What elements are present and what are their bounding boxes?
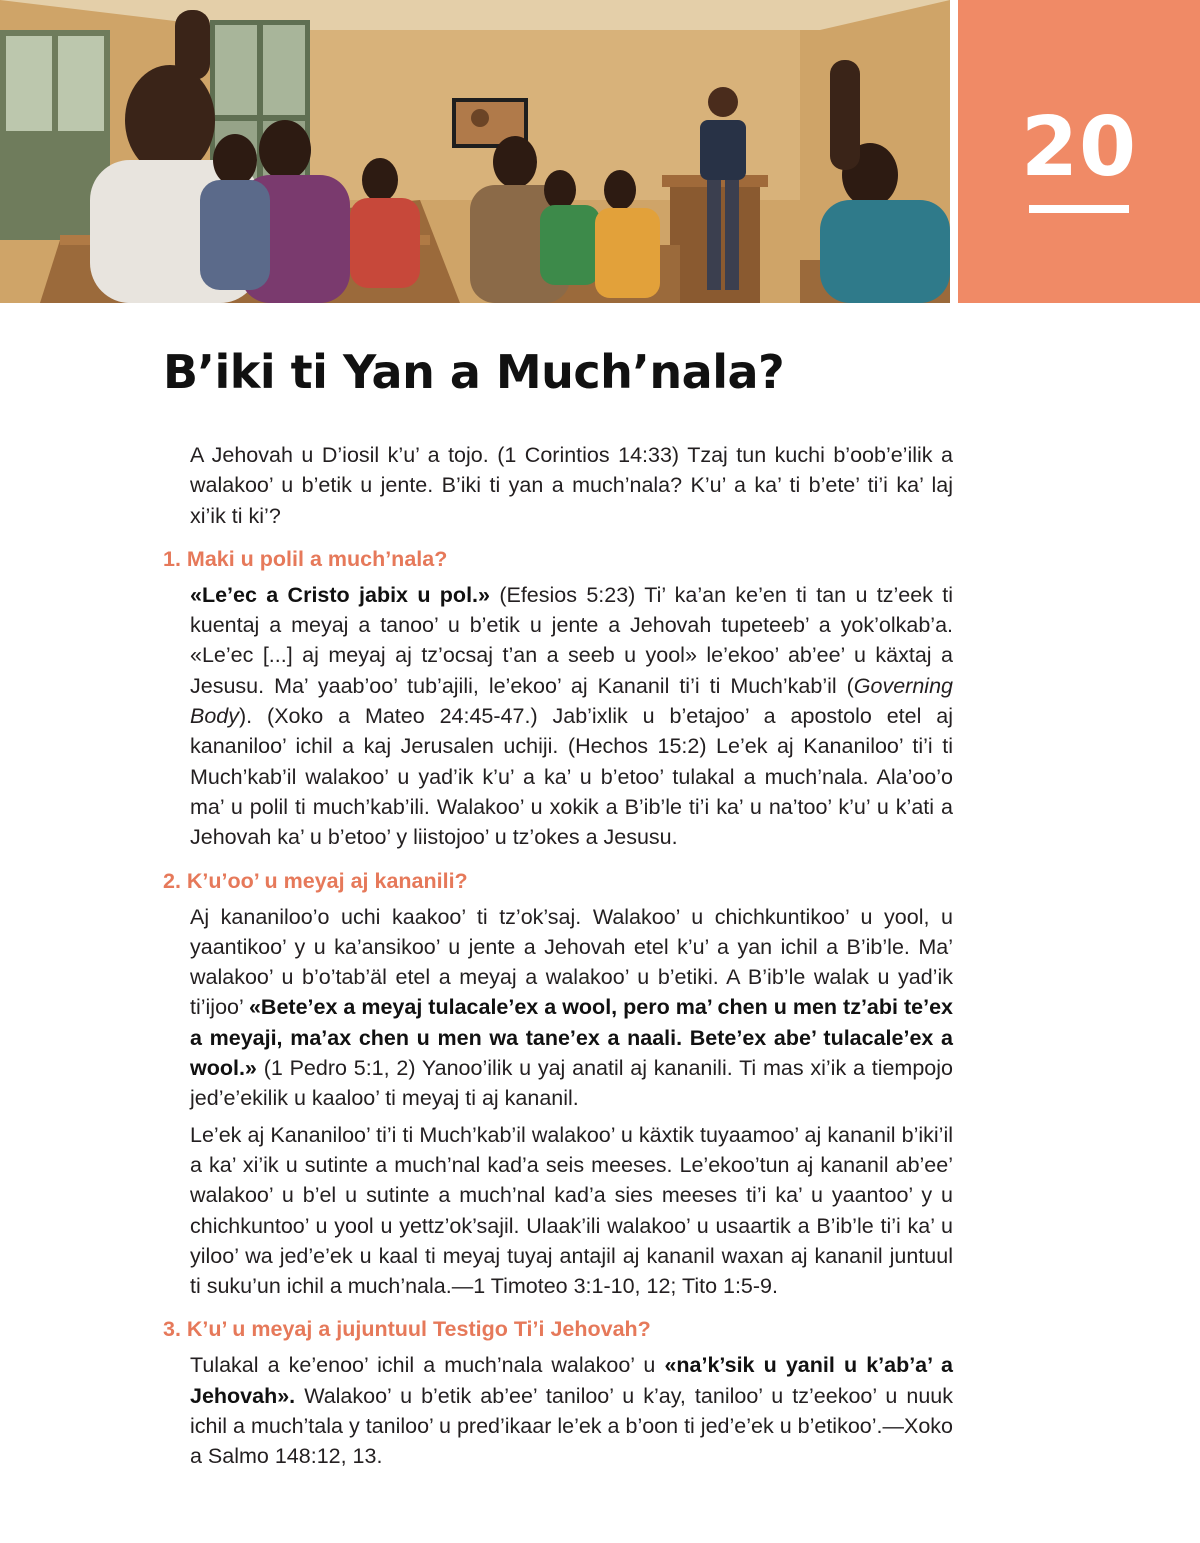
page-title: B’iki ti Yan a Much’nala? bbox=[163, 345, 785, 399]
bold-quote: «na’k’sik u yanil u k’ab’a’ a Jehovah». bbox=[190, 1353, 953, 1408]
bold-quote: «Bete’ex a meyaj tulacale’ex a wool, pero ma’ chen u men tz’abi te’ex a meyaji, ma’ax chen u men wa tane’ex a naali. Bete’ex abe’ tulacale’ex a wool.» bbox=[190, 995, 953, 1081]
text-run: Aj kananiloo’o uchi kaakoo’ ti tz’ok’saj. Walakoo’ u chichkuntikoo’ u yool, u yaantikoo’ y u ka’ansikoo’ u jente a Jehovah etel k’u’ a yan ichil a B’ib’le. Ma’ walakoo’ u b’o’tab’äl etel a meyaj a walakoo’ u b’etiki. A B’ib’le walak u yad’ik ti’ijoo’ bbox=[190, 904, 953, 1020]
section-paragraph bbox=[190, 580, 953, 853]
italic-term: Governing Body bbox=[190, 673, 953, 729]
congregation-meeting-illustration bbox=[0, 0, 950, 303]
text-run: (Efesios 5:23) Ti’ ka’an ke’en ti tan u tz’eek ti kuentaj a meyaj a tanoo’ u b’etik u jente a Jehovah tupeteeb’ a yok’olkab’a. «Le’ec [...] aj meyaj aj tz’ocsaj t’an a seeb u yool» le’ekoo’ ab’ee’ u käxtaj a Jesusu. Ma’ yaab’oo’ tub’ajili, le’ekoo’ aj Kananil ti’i ti Much’kab’il ( bbox=[190, 582, 953, 698]
section-heading: 3. K’u’ u meyaj a jujuntuul Testigo Ti’i Jehovah? bbox=[163, 1317, 651, 1342]
lesson-body bbox=[163, 440, 953, 1472]
bold-quote: «Le’ec a Cristo jabix u pol.» bbox=[190, 582, 490, 607]
text-run: ). (Xoko a Mateo 24:45-47.) Jab’ixlik u b’etajoo’ a apostolo etel aj kananiloo’ ichil a kaj Jerusalen uchiji. (Hechos 15:2) Le’ek aj Kananiloo’ ti’i ti Much’kab’il walakoo’ u yad’ik k’u’ a ka’ u b’etoo’ tulakal a much’nala. Ala’oo’o ma’ u polil ti much’kab’ili. Walakoo’ u xokik a B’ib’le ti’i ka’ u na’too’ k’u’ u k’ati a Jehovah ka’ u b’etoo’ y liistojoo’ u tz’okes a Jesusu. bbox=[190, 704, 953, 850]
lesson-sections bbox=[163, 547, 953, 1472]
text-run: Walakoo’ u b’etik ab’ee’ taniloo’ u k’ay, taniloo’ u tz’eekoo’ u nuuk ichil a much’tala y taniloo’ u pred’ikaar le’ek a b’oon ti jed’e’ek u b’etikoo’.—Xoko a Salmo 148:12, 13. bbox=[190, 1383, 953, 1469]
intro-paragraph: A Jehovah u D’iosil k’u’ a tojo. (1 Corintios 14:33) Tzaj tun kuchi b’oob’e’ilik a walakoo’ u b’etik u jente. B’iki ti yan a much’nala? K’u’ a ka’ ti b’ete’ ti’i ka’ laj xi’ik ti ki’? bbox=[190, 443, 953, 528]
text-run: (1 Pedro 5:1, 2) Yanoo’ilik u yaj anatil aj kananili. Ti mas xi’ik a tiempojo jed’e’ekilik u kaaloo’ ti meyaj ti aj kananil. bbox=[190, 1056, 953, 1111]
text-run: Le’ek aj Kananiloo’ ti’i ti Much’kab’il walakoo’ u käxtik tuyaamoo’ aj kananil b’iki’il a ka’ xi’ik u sutinte a much’nal kad’a seis meeses. Le’ekoo’tun aj kananil ab’ee’ walakoo’ u b’el u sutinte a much’nal kad’a sies meeses ti’i ka’ u yaantoo’ y u chichkuntoo’ u yool u yettz’ok’sajil. Ulaak’ili walakoo’ u usaartik a B’ib’le ti’i ka’ u yiloo’ wa jed’e’ek u kaal ti meyaj tuyaj antajil aj kananil waxan aj kananil juntuul ti suku’un ichil a much’nala.—1 Timoteo 3:1-10, 12; Tito 1:5-9. bbox=[190, 1122, 953, 1299]
lesson-number-badge bbox=[958, 0, 1200, 303]
text-run: Tulakal a ke’enoo’ ichil a much’nala walakoo’ u bbox=[190, 1353, 665, 1378]
section-paragraph bbox=[190, 902, 953, 1114]
lesson-number-underline bbox=[1029, 205, 1129, 213]
section-paragraph bbox=[190, 1350, 953, 1471]
lesson-number: 20 bbox=[1020, 100, 1138, 195]
section-heading: 1. Maki u polil a much’nala? bbox=[163, 546, 448, 571]
section-heading: 2. K’u’oo’ u meyaj aj kananili? bbox=[163, 868, 468, 893]
section-paragraph bbox=[190, 1120, 953, 1302]
hero-photo bbox=[0, 0, 950, 303]
